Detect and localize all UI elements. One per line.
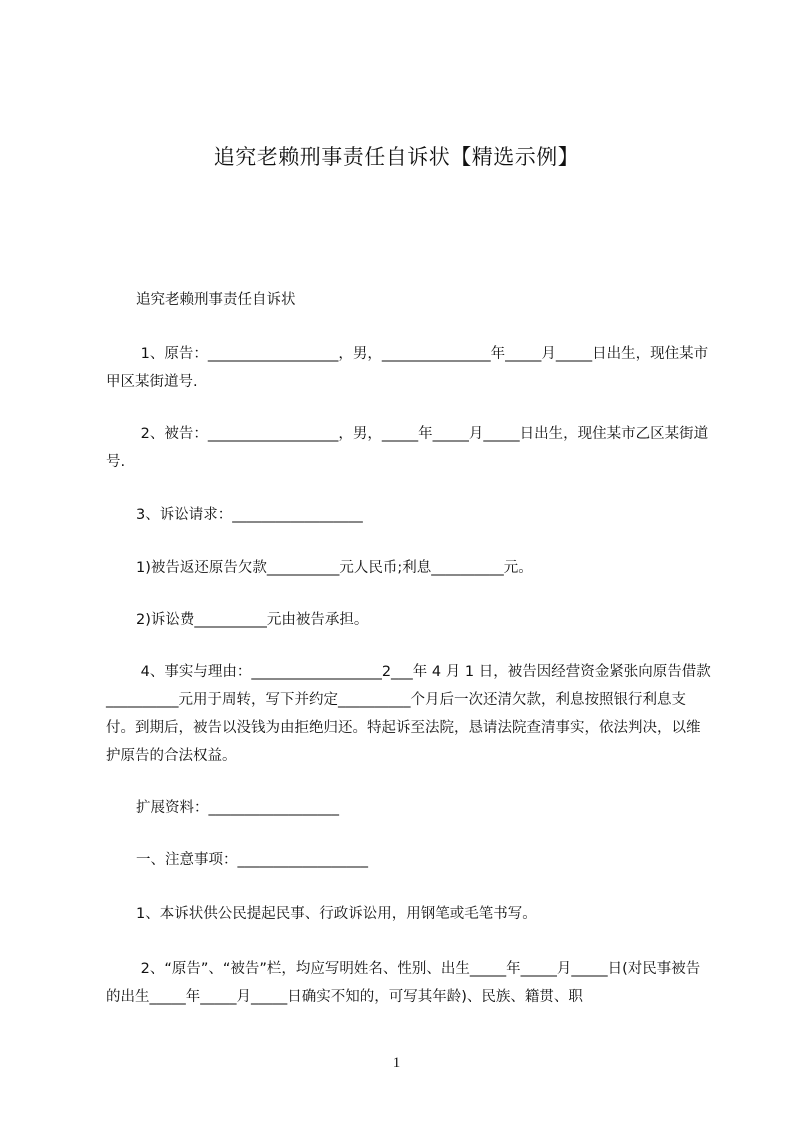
page-number: 1 [392, 1055, 401, 1071]
paragraph-text: 2、“原告”、“被告”栏，均应写明姓名、性别、出生_____年_____月_____日(对民事被告的出生_____年_____月_____日确实不知的，可写其年龄)、民族、籍贯、职 [106, 961, 701, 1005]
paragraph-note-1 [106, 900, 712, 928]
paragraph-claim-2 [106, 606, 712, 634]
paragraph-defendant [106, 420, 712, 476]
paragraph-text: 3、诉讼请求：__________________ [136, 507, 363, 523]
paragraph-extended [106, 794, 712, 822]
paragraph-text: 1、本诉状供公民提起民事、行政诉讼用，用钢笔或毛笔书写。 [136, 906, 537, 922]
paragraph-heading [106, 286, 712, 314]
paragraph-text: 2)诉讼费__________元由被告承担。 [136, 612, 369, 628]
paragraph-text: 1、原告：__________________，男，_______________年_____月_____日出生，现住某市甲区某街道号. [106, 346, 709, 390]
paragraph-note-2 [106, 955, 712, 1011]
paragraph-facts [106, 658, 712, 770]
paragraph-plaintiff [106, 340, 712, 396]
paragraph-claims [106, 501, 712, 529]
paragraph-text: 2、被告：__________________，男，_____年_____月_____日出生，现住某市乙区某街道号. [106, 426, 709, 470]
paragraph-text: 一、注意事项：__________________ [136, 852, 368, 868]
paragraph-claim-1 [106, 554, 712, 582]
paragraph-text: 追究老赖刑事责任自诉状 [136, 292, 296, 308]
paragraph-text: 扩展资料：__________________ [136, 800, 339, 816]
paragraph-text: 1)被告返还原告欠款__________元人民币;利息__________元。 [136, 560, 533, 576]
paragraph-notes-heading [106, 846, 712, 874]
document-title: 追究老赖刑事责任自诉状【精选示例】 [213, 145, 580, 169]
paragraph-text: 4、事实与理由：__________________2___年 4 月 1 日，被告因经营资金紧张向原告借款__________元用于周转，写下并约定__________个月后一次还清欠款，利息按照银行利息支付。到期后，被告以没钱为由拒绝归还。特起诉至法院，恳请法院查清事实，依法判决，以维护原告的合法权益。 [106, 664, 711, 764]
